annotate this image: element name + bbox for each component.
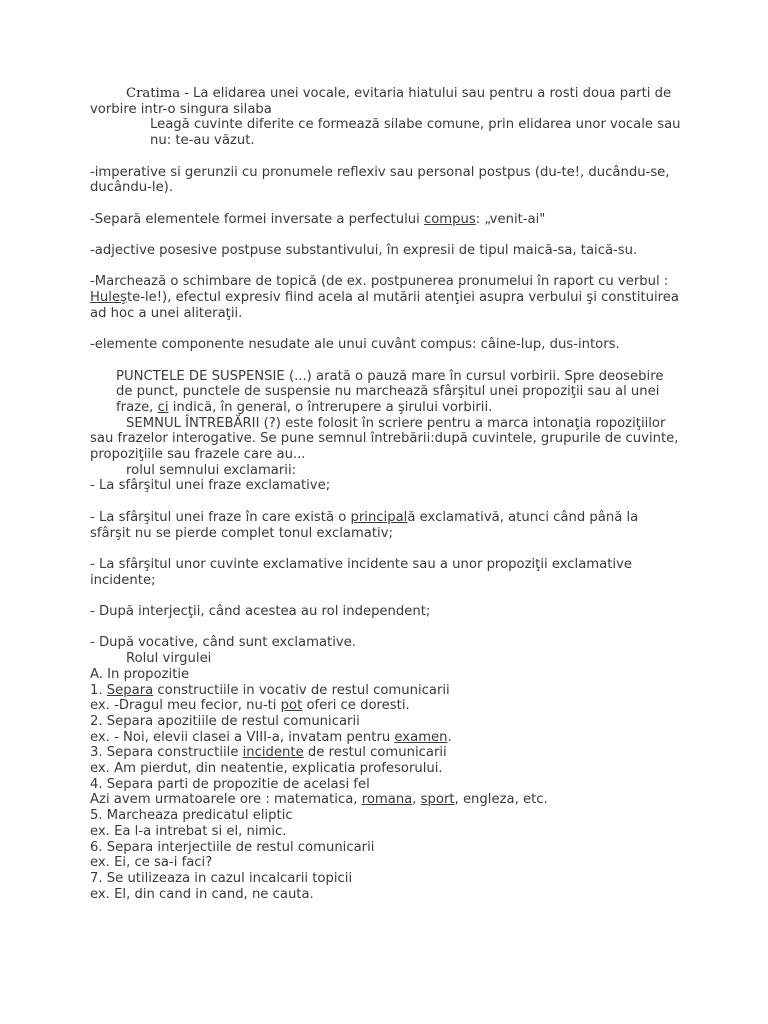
example-line: ex. Am pierdut, din neatentie, explicatia profesorului.: [90, 761, 443, 777]
text: indică, în general, o întrerupere a şirului vorbirii.: [168, 399, 493, 415]
example-line: [90, 792, 682, 808]
paragraph: -imperative si gerunzii cu pronumele reflexiv sau personal postpus (du-te!, ducându-se, ducându-le).: [90, 164, 670, 196]
link-hules[interactable]: Huleş: [90, 290, 127, 306]
paragraph-puncte-suspensie: [90, 369, 682, 416]
list-item: 7. Se utilizeaza in cazul incalcarii topicii: [90, 871, 353, 886]
paragraph: - La sfârşitul unor cuvinte exclamative incidente sau a unor propoziţii exclamative incidente;: [90, 556, 632, 588]
paragraph: -adjective posesive postpuse substantivului, în expresii de tipul maică-sa, taică-su.: [90, 242, 638, 258]
text: .: [447, 729, 452, 745]
link-incidente[interactable]: incidente: [242, 745, 304, 761]
text: 1.: [90, 682, 107, 698]
list-item: 5. Marcheaza predicatul eliptic: [90, 808, 293, 824]
text: de restul comunicarii: [303, 745, 447, 761]
document-body: [90, 86, 682, 902]
paragraph: [90, 510, 682, 541]
text: 3. Separa constructiile: [90, 745, 243, 761]
text: PUNCTELE DE SUSPENSIE (...) arată o pauză mare în cursul vorbirii. Spre deosebire de punct, punctele de suspensie nu marchează sfârşitul unei propoziţii sau al unei fraze,: [116, 368, 664, 415]
list-heading: A. In propozitie: [90, 666, 190, 682]
text: -Separă elementele formei inversate a perfectului: [90, 211, 424, 227]
text: constructiile in vocativ de restul comunicarii: [153, 682, 450, 698]
text: Azi avem urmatoarele ore : matematica,: [90, 792, 362, 808]
list-item: [90, 683, 682, 699]
link-romana[interactable]: romana: [361, 792, 413, 808]
paragraph: [90, 212, 682, 228]
list-item: [90, 745, 682, 761]
example-line: ex. El, din cand in cand, ne cauta.: [90, 886, 314, 902]
text: : „venit-ai": [475, 211, 546, 227]
example-line: ex. Ei, ce sa-i faci?: [90, 855, 213, 871]
link-principal[interactable]: principal: [350, 509, 408, 525]
link-examen[interactable]: examen: [394, 729, 448, 745]
paragraph: -elemente componente nesudate ale unui cuvânt compus: câine-lup, dus-intors.: [90, 337, 620, 353]
text: , engleza, etc.: [454, 792, 548, 808]
text: ,: [412, 792, 421, 808]
list-item: 4. Separa parti de propozitie de acelasi fel: [90, 776, 370, 792]
text: -Marchează o schimbare de topică (de ex. postpunerea pronumelui în raport cu verbul :: [90, 274, 669, 290]
list-item: 2. Separa apozitiile de restul comunicarii: [90, 713, 360, 729]
text: oferi ce doresti.: [302, 698, 410, 714]
list-item: 6. Separa interjectiile de restul comunicarii: [90, 839, 375, 855]
example-line: [90, 698, 682, 714]
paragraph: [90, 274, 682, 321]
paragraph-semnul-intrebarii: SEMNUL ÎNTREBĂRII (?) este folosit în scriere pentru a marca intonaţia ropoziţiilor sau frazelor interogative. Se pune semnul întrebării:după cuvintele, grupurile de cuvinte, propoziţiile sau frazele care au...: [90, 415, 679, 463]
paragraph: - După vocative, când sunt exclamative.: [90, 635, 356, 651]
text: ex. - Noi, elevii clasei a VIII-a, invatam pentru: [90, 729, 395, 745]
text: te-le!), efectul expresiv fiind acela al mutării atenţiei asupra verbului şi constituirea ad hoc a unei aliteraţii.: [90, 290, 679, 321]
link-separa[interactable]: Separa: [106, 682, 154, 698]
example-line: ex. Ea l-a intrebat si el, nimic.: [90, 823, 287, 839]
paragraph-cratima: [90, 86, 682, 117]
text: ex. -Dragul meu fecior, nu-ti: [90, 698, 281, 714]
paragraph: Leagă cuvinte diferite ce formează silabe comune, prin elidarea unor vocale sau nu: te-au văzut.: [150, 117, 681, 149]
heading-rolul-virgulei: Rolul virgulei: [126, 651, 212, 667]
example-line: [90, 730, 682, 746]
link-compus[interactable]: compus: [423, 211, 476, 227]
paragraph-text: La elidarea unei vocale, evitaria hiatului sau pentru a rosti doua parti de vorbire intr-o singura silaba: [90, 86, 672, 117]
paragraph: - După interjecţii, când acestea au rol independent;: [90, 604, 431, 620]
link-sport[interactable]: sport: [420, 792, 455, 808]
link-ci[interactable]: ci: [157, 399, 169, 415]
paragraph: rolul semnului exclamarii:: [126, 462, 297, 478]
text: - La sfârşitul unei fraze în care există o: [90, 509, 351, 525]
text: ă exclamativă, atunci când până la sfârşit nu se pierde complet tonul exclamativ;: [90, 509, 639, 541]
paragraph: - La sfârşitul unei fraze exclamative;: [90, 478, 331, 494]
heading-cratima: Cratima -: [126, 86, 193, 101]
link-pot[interactable]: pot: [280, 698, 303, 714]
